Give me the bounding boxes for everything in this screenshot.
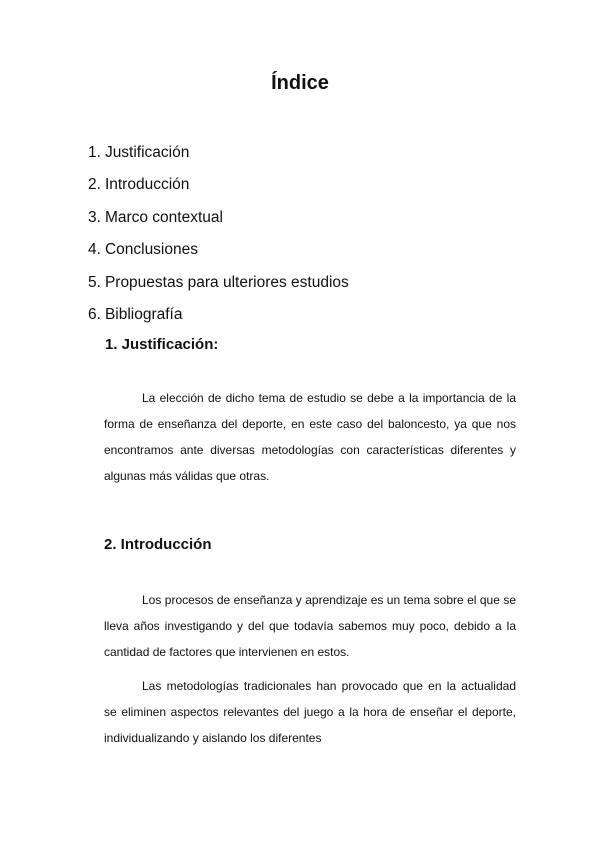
toc-item-number: 5. [88,273,101,291]
toc-item-number: 4. [88,241,101,259]
paragraph-introduccion-2: Las metodologías tradicionales han provocado que en la actualidad se eliminen aspectos relevantes del juego a la hora de enseñar el deporte, individualizando y aislando los diferentes [104,679,516,745]
toc-item-number: 1. [88,144,101,161]
toc-item-label: Marco contextual [104,208,223,226]
toc-item-number: 2. [88,176,101,194]
toc-item-conclusiones [88,237,349,269]
toc-item-marco-contextual [88,205,349,237]
toc-item-label: Bibliografía [104,305,183,323]
toc-item-number: 6. [88,305,101,323]
toc-item-bibliografia [88,302,349,334]
table-of-contents [88,140,349,334]
paragraph-justificacion: La elección de dicho tema de estudio se debe a la importancia de la forma de enseñanza del deporte, en este caso del baloncesto, ya que nos encontramos ante diversas metodologías con características diferentes y algunas más válidas que otras. [104,391,516,483]
toc-item-label: Justificación [104,144,190,161]
page-title: Índice [271,72,329,94]
toc-item-propuestas [88,270,349,302]
toc-item-number: 3. [88,208,101,226]
paragraph-introduccion-1: Los procesos de enseñanza y aprendizaje es un tema sobre el que se lleva años investigando y del que todavía sabemos muy poco, debido a la cantidad de factores que intervienen en estos. [104,593,516,659]
toc-item-introduccion [88,172,349,204]
toc-item-label: Introducción [104,176,190,194]
section-heading-introduccion: 2. Introducción [104,536,212,553]
toc-item-label: Conclusiones [104,241,198,259]
toc-item-justificacion [88,140,349,172]
section-heading-justificacion: 1. Justificación: [105,336,219,353]
toc-item-label: Propuestas para ulteriores estudios [104,273,349,291]
